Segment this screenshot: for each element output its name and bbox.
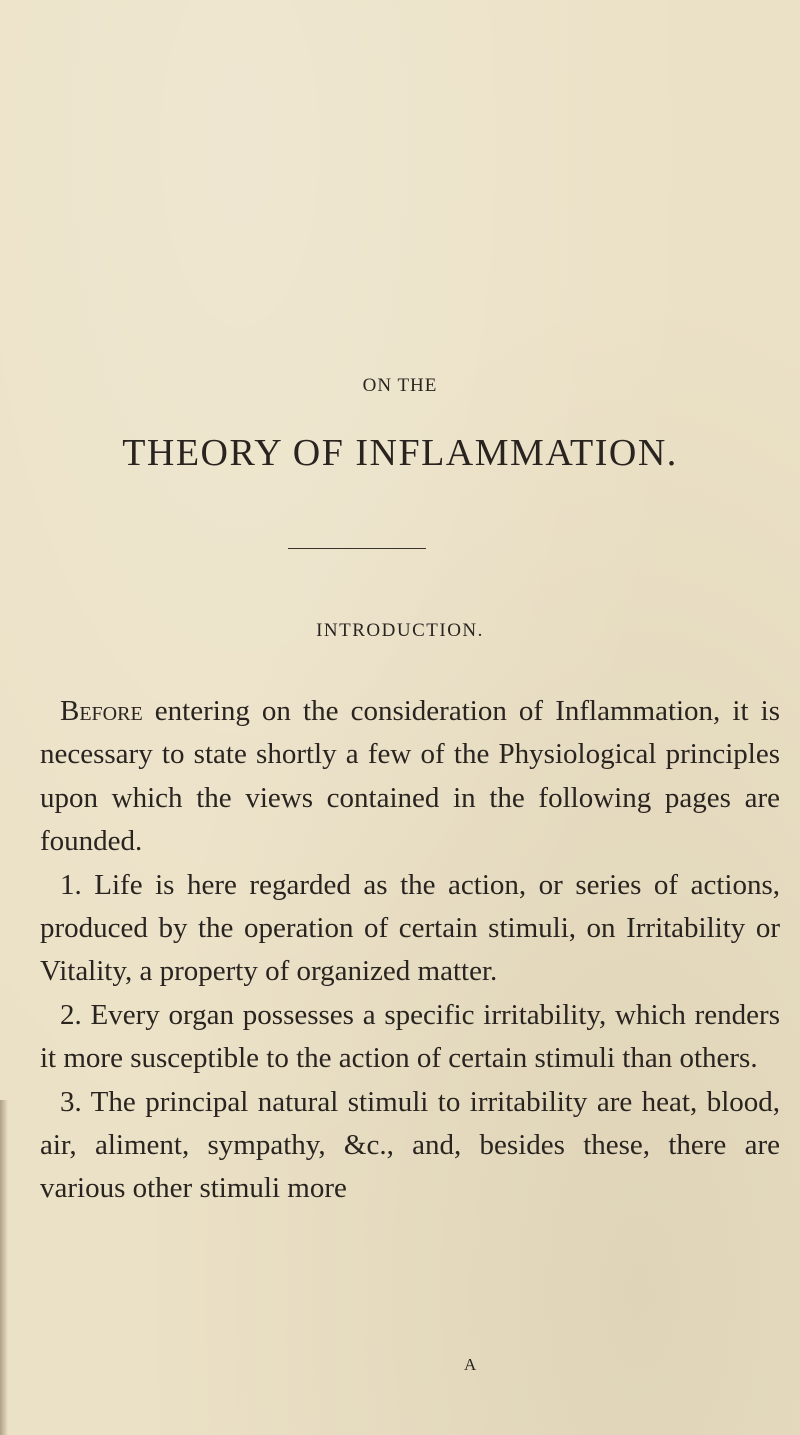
opening-text: entering on the consideration of Inflammation, it is necessary to state shortly a few of the Physiological principles upon which the views contained in the following pages are founded. xyxy=(40,695,780,858)
point-3: 3. The principal natural stimuli to irritability are heat, blood, air, aliment, sympathy, &c., and, besides these, there are various other stimuli more xyxy=(40,1085,780,1205)
point-2: 2. Every organ possesses a specific irritability, which renders it more susceptible to the action of certain stimuli than others. xyxy=(40,998,780,1075)
page-title: THEORY OF INFLAMMATION. xyxy=(122,432,678,474)
point-1: 1. Life is here regarded as the action, or series of actions, produced by the operation of certain stimuli, on Irritability or Vitality, a property of organized matter. xyxy=(40,868,780,988)
title-divider xyxy=(288,548,426,549)
opening-word: Before xyxy=(60,695,143,727)
body-text xyxy=(40,690,780,1211)
pre-title: ON THE xyxy=(362,375,438,396)
section-heading: INTRODUCTION. xyxy=(316,620,484,641)
page-edge-shadow xyxy=(0,1100,8,1435)
signature-mark: A xyxy=(464,1355,477,1374)
opening-paragraph xyxy=(40,690,780,864)
